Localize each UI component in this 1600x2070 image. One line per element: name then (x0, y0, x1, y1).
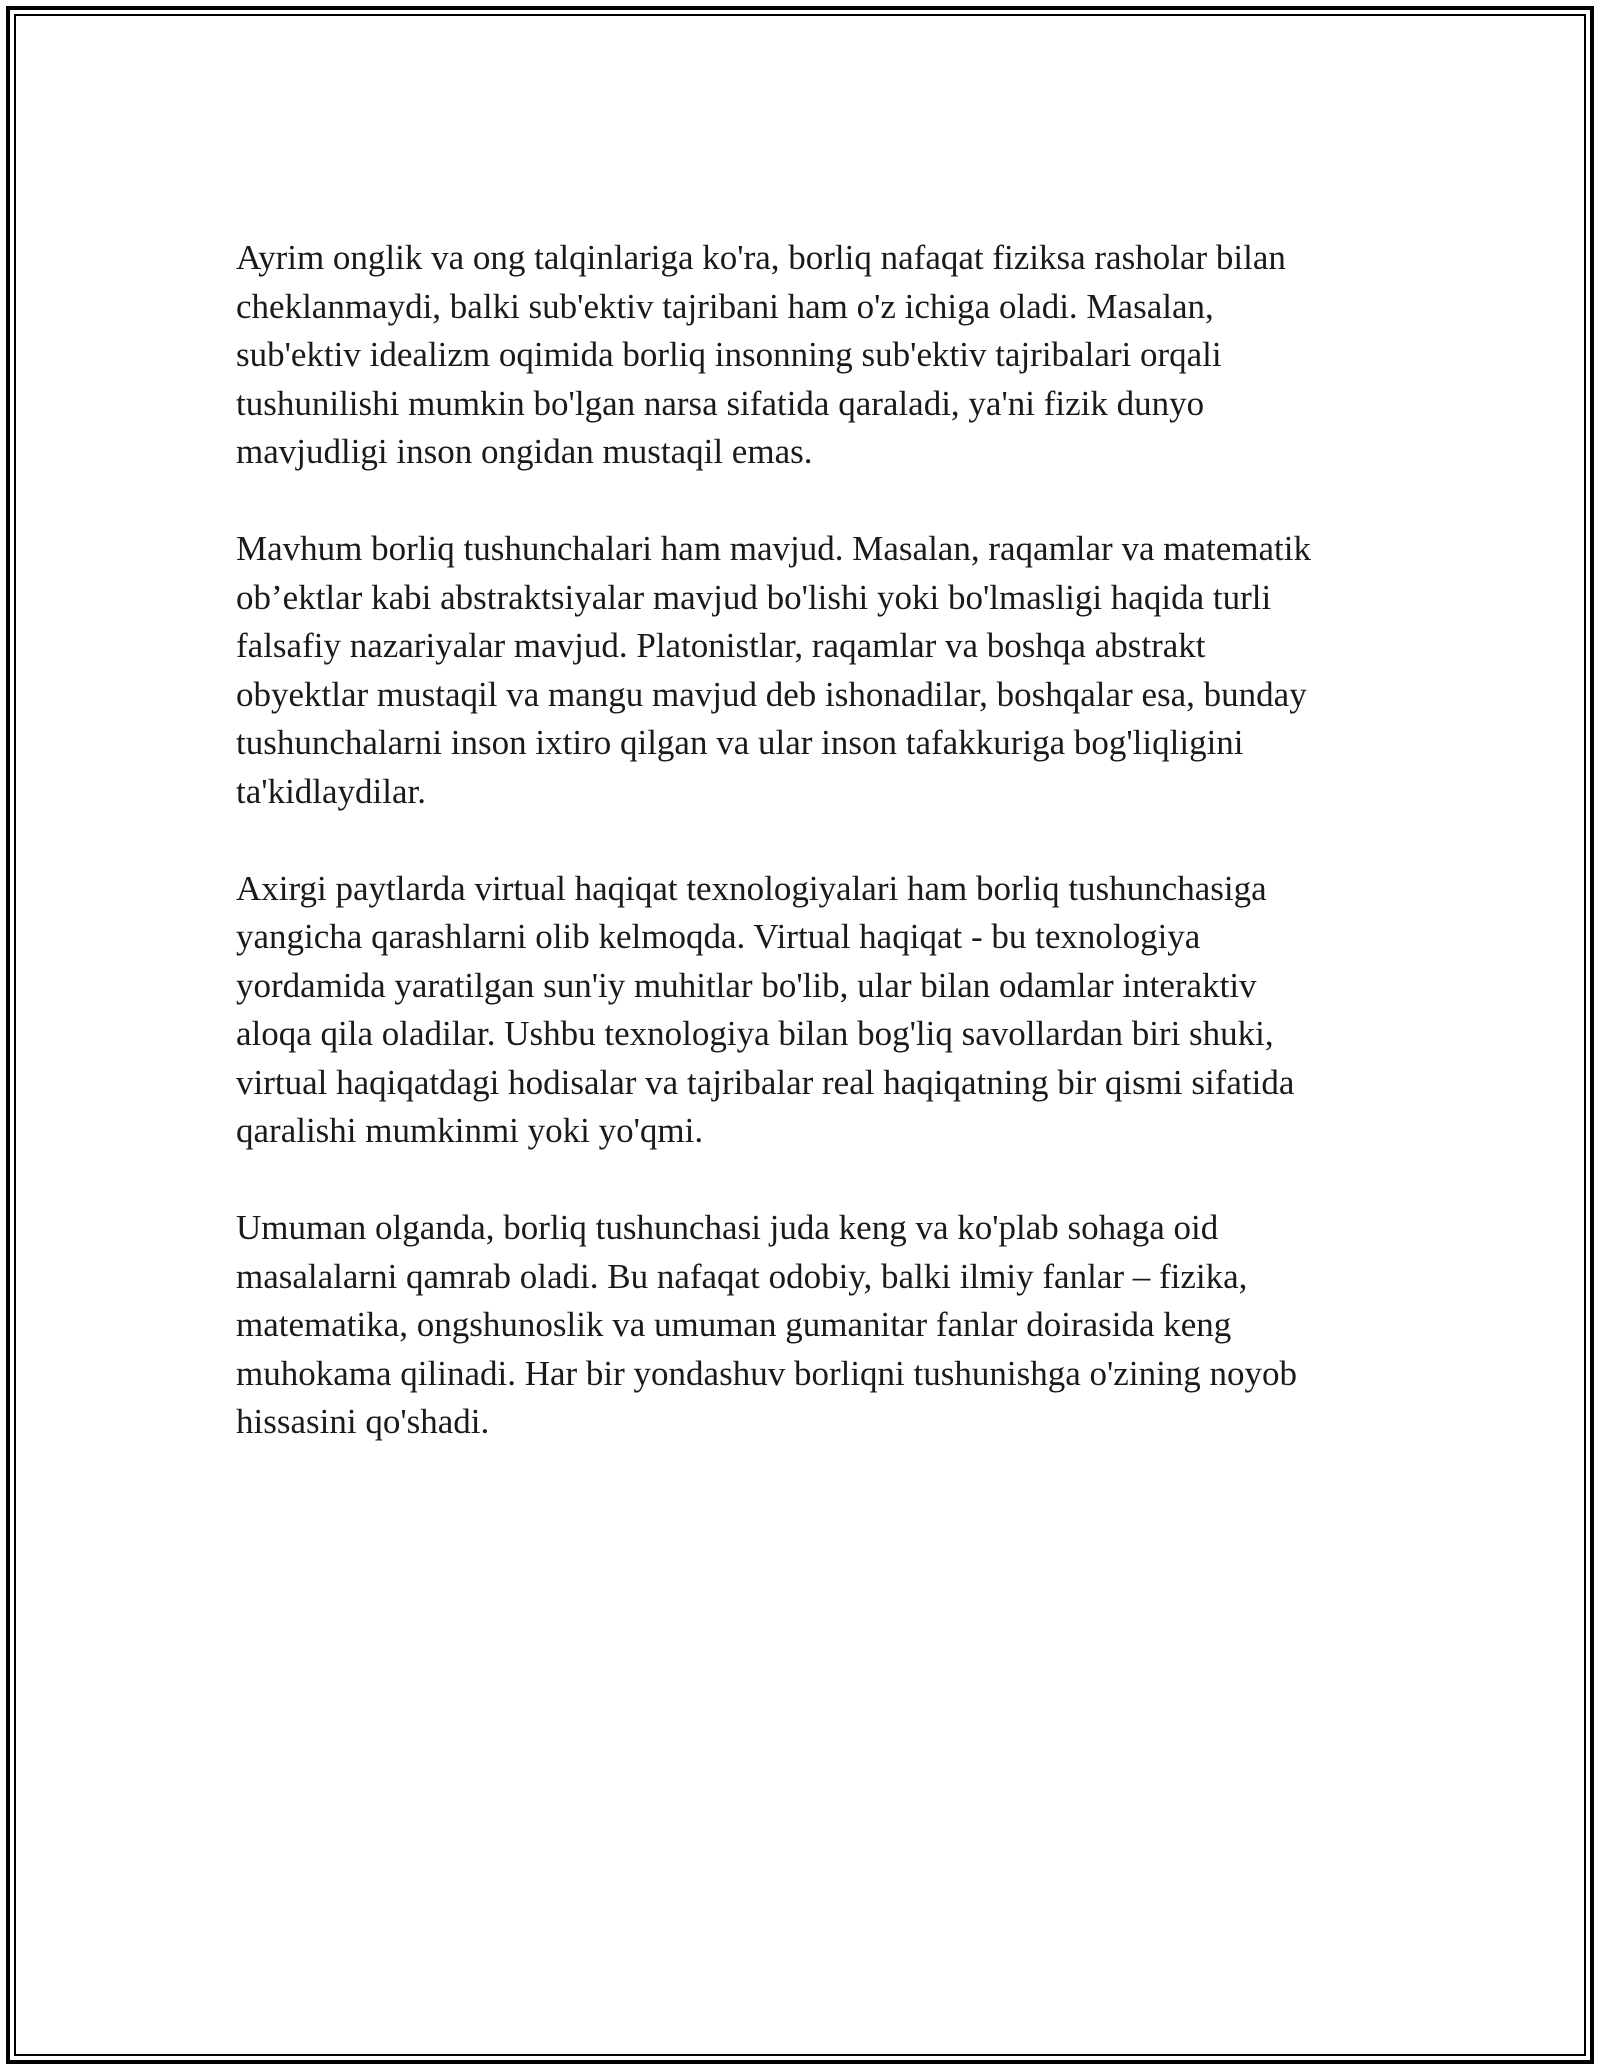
paragraph-abstract-being: Mavhum borliq tushunchalari ham mavjud. Masalan, raqamlar va matematik ob’ektlar kabi abstraktsiyalar mavjud bo'lishi yoki bo'lmasligi haqida turli falsafiy nazariyalar mavjud. Platonistlar, raqamlar va boshqa abstrakt obyektlar mustaqil va mangu mavjud deb ishonadilar, boshqalar esa, bunday tushunchalarni inson ixtiro qilgan va ular inson tafakkuriga bog'liqligini ta'kidlaydilar. (236, 529, 1311, 811)
paragraph-subjective-experience: Ayrim onglik va ong talqinlariga ko'ra, borliq nafaqat fiziksa rasholar bilan cheklanmaydi, balki sub'ektiv tajribani ham o'z ichiga oladi. Masalan, sub'ektiv idealizm oqimida borliq insonning sub'ektiv tajribalari orqali tushunilishi mumkin bo'lgan narsa sifatida qaraladi, ya'ni fizik dunyo mavjudligi inson ongidan mustaqil emas. (236, 238, 1286, 471)
paragraph-virtual-reality: Axirgi paytlarda virtual haqiqat texnologiyalari ham borliq tushunchasiga yangicha qarashlarni olib kelmoqda. Virtual haqiqat - bu texnologiya yordamida yaratilgan sun'iy muhitlar bo'lib, ular bilan odamlar interaktiv aloqa qila oladilar. Ushbu texnologiya bilan bog'liq savollardan biri shuki, virtual haqiqatdagi hodisalar va tajribalar real haqiqatning bir qismi sifatida qaralishi mumkinmi yoki yo'qmi. (236, 868, 1295, 1150)
paragraph-conclusion: Umuman olganda, borliq tushunchasi juda keng va ko'plab sohaga oid masalalarni qamrab oladi. Bu nafaqat odobiy, balki ilmiy fanlar – fizika, matematika, ongshunoslik va umuman gumanitar fanlar doirasida keng muhokama qilinadi. Har bir yondashuv borliqni tushunishga o'zining noyob hissasini qo'shadi. (236, 1208, 1298, 1441)
document-body (236, 234, 1376, 1495)
